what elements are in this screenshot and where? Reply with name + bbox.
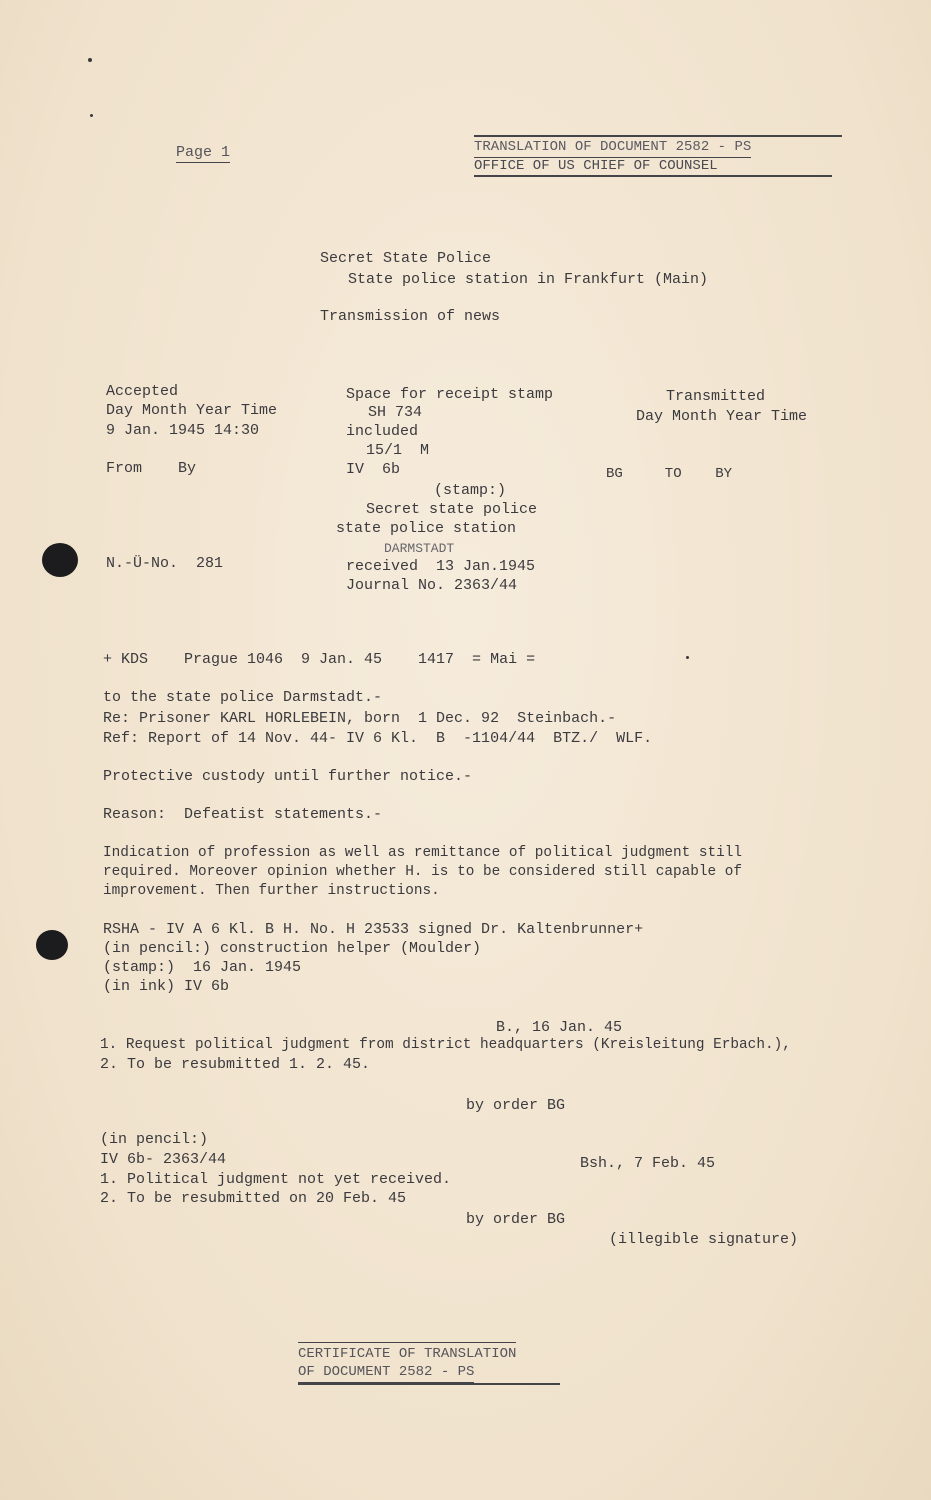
punch-hole-bottom — [36, 930, 68, 960]
note-item-2a: 1. Political judgment not yet received. — [100, 1171, 452, 1188]
rsha-line: RSHA - IV A 6 Kl. B H. No. H 23533 signed Dr. Kaltenbrunner+ — [103, 921, 644, 938]
ref-line: Ref: Report of 14 Nov. 44- IV 6 Kl. B -1104/44 BTZ./ WLF. — [103, 730, 653, 747]
header-top-rule — [474, 135, 842, 137]
transmitted-columns: Day Month Year Time — [636, 408, 808, 425]
stamp-label: (stamp:) — [434, 482, 507, 499]
stamp-line-2: state police station — [336, 520, 517, 537]
indication-line-2: required. Moreover opinion whether H. is to be considered still capable of — [103, 864, 743, 880]
file-number: IV 6b- 2363/44 — [100, 1151, 227, 1168]
signature: (illegible signature) — [609, 1231, 799, 1248]
accepted-value: 9 Jan. 1945 14:30 — [106, 422, 260, 439]
office-line: OFFICE OF US CHIEF OF COUNSEL — [474, 158, 718, 174]
custody-line: Protective custody until further notice.- — [103, 768, 473, 785]
stamp-line-1: Secret state police — [366, 501, 538, 518]
receipt-label: Space for receipt stamp — [346, 386, 554, 403]
ink-note: (in ink) IV 6b — [103, 978, 230, 995]
speck — [686, 656, 689, 659]
transmitted-label: Transmitted — [666, 388, 766, 405]
stamp-received: received 13 Jan.1945 — [346, 558, 536, 575]
punch-hole-top — [42, 543, 78, 577]
to-line: to the state police Darmstadt.- — [103, 689, 383, 706]
footer-line-1: CERTIFICATE OF TRANSLATION — [298, 1342, 516, 1364]
pencil-note: (in pencil:) construction helper (Moulder) — [103, 940, 482, 957]
page-label: Page 1 — [176, 144, 231, 161]
accepted-label: Accepted — [106, 383, 179, 400]
translation-line: TRANSLATION OF DOCUMENT 2582 - PS — [474, 138, 751, 158]
note-item-2b: 2. To be resubmitted on 20 Feb. 45 — [100, 1190, 407, 1207]
stamp-line-3: DARMSTADT — [384, 541, 455, 556]
accepted-columns: Day Month Year Time — [106, 402, 278, 419]
from-by: From By — [106, 460, 197, 477]
footer-bottom-rule — [298, 1383, 560, 1385]
re-line: Re: Prisoner KARL HORLEBEIN, born 1 Dec. 92 Steinbach.- — [103, 710, 617, 727]
title-line-3: Transmission of news — [320, 308, 501, 325]
message-number: N.-Ü-No. 281 — [106, 555, 224, 572]
pencil-label: (in pencil:) — [100, 1131, 209, 1148]
stamp-date: (stamp:) 16 Jan. 1945 — [103, 959, 302, 976]
indication-line-3: improvement. Then further instructions. — [103, 883, 440, 899]
routing-line: + KDS Prague 1046 9 Jan. 45 1417 = Mai = — [103, 651, 536, 668]
indication-line-1: Indication of profession as well as remittance of political judgment still — [103, 845, 743, 861]
stamp-journal: Journal No. 2363/44 — [346, 577, 518, 594]
receipt-included: included — [346, 423, 419, 440]
speck — [90, 114, 93, 117]
footer-line-2: OF DOCUMENT 2582 - PS — [298, 1363, 474, 1383]
receipt-date: 15/1 M — [366, 442, 430, 459]
reason-line: Reason: Defeatist statements.- — [103, 806, 383, 823]
receipt-code: SH 734 — [368, 404, 423, 421]
title-line-2: State police station in Frankfurt (Main) — [348, 271, 709, 288]
note-item-1a: 1. Request political judgment from district headquarters (Kreisleitung Erbach.), — [100, 1037, 791, 1053]
receipt-dept: IV 6b — [346, 461, 401, 478]
by-order-2: by order BG — [466, 1211, 566, 1228]
speck — [88, 58, 92, 62]
note-item-1b: 2. To be resubmitted 1. 2. 45. — [100, 1056, 371, 1073]
note-date-1: B., 16 Jan. 45 — [496, 1019, 623, 1036]
by-order-1: by order BG — [466, 1097, 566, 1114]
title-line-1: Secret State Police — [320, 250, 492, 267]
note-date-2: Bsh., 7 Feb. 45 — [580, 1155, 716, 1172]
bg-to-by: BG TO BY — [606, 466, 733, 482]
header-bottom-rule — [474, 175, 832, 177]
